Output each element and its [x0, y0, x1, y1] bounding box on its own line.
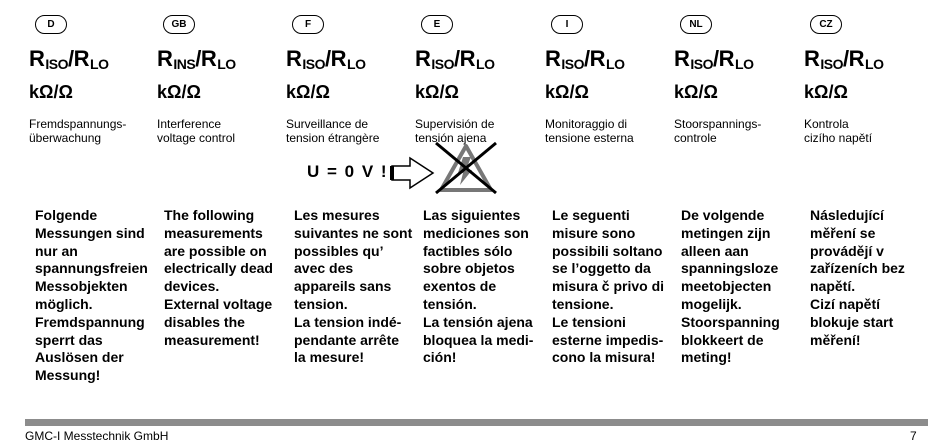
instruction-text-it: Le seguenti misure sono possibili soltano se l’oggetto da misura č privo di tensione. Le tensioni esterne impedis- cono la misura!: [552, 207, 665, 366]
unit-label: kΩ/Ω: [29, 82, 73, 102]
function-title: $R_{ISO}/R_{LO}$: [29, 46, 109, 72]
language-badge: F: [292, 15, 324, 34]
language-badge: NL: [680, 15, 712, 34]
function-description: Monitoraggio di tensione esterna: [545, 117, 634, 145]
language-badge: D: [35, 15, 67, 34]
footer-company: GMC-I Messtechnik GmbH: [25, 429, 169, 443]
function-title: $R_{ISO}/R_{LO}$: [286, 46, 366, 72]
function-description: Stoorspannings- controle: [674, 117, 762, 145]
instruction-text-es: Las siguientes mediciones son factibles sólo sobre objetos exentos de tensión. La tensión ajena bloquea la medi- ción!: [423, 207, 534, 366]
language-badge: I: [551, 15, 583, 34]
instruction-text-fr: Les mesures suivantes ne sont possibles qu’ avec des appareils sans tension. La tension indé- pendante arrête la mesure!: [294, 207, 413, 366]
column-es: [415, 14, 540, 145]
language-badge: CZ: [810, 15, 842, 34]
instruction-text-gb: The following measurements are possible on electrically dead devices. External voltage disables the measurement!: [164, 207, 273, 348]
unit-label: kΩ/Ω: [157, 82, 201, 102]
zero-voltage-display: U = 0 V !: [307, 162, 389, 181]
language-badge: E: [421, 15, 453, 34]
language-badge: GB: [163, 15, 195, 34]
instruction-text-cz: Následující měření se provádějí v zařízeních bez napětí. Cizí napětí blokuje start měření!: [810, 207, 905, 348]
column-de: [29, 14, 154, 145]
function-description: Fremdspannungs- überwachung: [29, 117, 127, 145]
function-title: $R_{ISO}/R_{LO}$: [415, 46, 495, 72]
page-number: 7: [910, 429, 917, 443]
arrow-right-outline-icon: [390, 156, 436, 190]
function-description: Kontrola cizího napětí: [804, 117, 873, 145]
function-title: $R_{ISO}/R_{LO}$: [804, 46, 884, 72]
function-title: $R_{INS}/R_{LO}$: [157, 46, 236, 72]
unit-label: kΩ/Ω: [286, 82, 330, 102]
column-cz: [804, 14, 929, 145]
column-nl: [674, 14, 799, 145]
footer-divider: [25, 419, 928, 426]
function-title: $R_{ISO}/R_{LO}$: [545, 46, 625, 72]
unit-label: kΩ/Ω: [804, 82, 848, 102]
instruction-text-de: Folgende Messungen sind nur an spannungsfreien Messobjekten möglich. Fremdspannung sperrt das Auslösen der Messung!: [35, 207, 148, 384]
column-it: [545, 14, 670, 145]
crossed-out-high-voltage-icon: [433, 140, 499, 196]
function-description: Surveillance de tension étrangère: [286, 117, 380, 145]
function-title: $R_{ISO}/R_{LO}$: [674, 46, 754, 72]
unit-label: kΩ/Ω: [674, 82, 718, 102]
instruction-text-nl: De volgende metingen zijn alleen aan spanningsloze meetobjecten mogelijk. Stoorspanning blokkeert de meting!: [681, 207, 780, 366]
unit-label: kΩ/Ω: [545, 82, 589, 102]
function-description: Interference voltage control: [157, 117, 236, 145]
column-fr: [286, 14, 411, 145]
unit-label: kΩ/Ω: [415, 82, 459, 102]
function-description: Supervisión de tensión ajena: [415, 117, 495, 145]
column-gb: [157, 14, 282, 145]
